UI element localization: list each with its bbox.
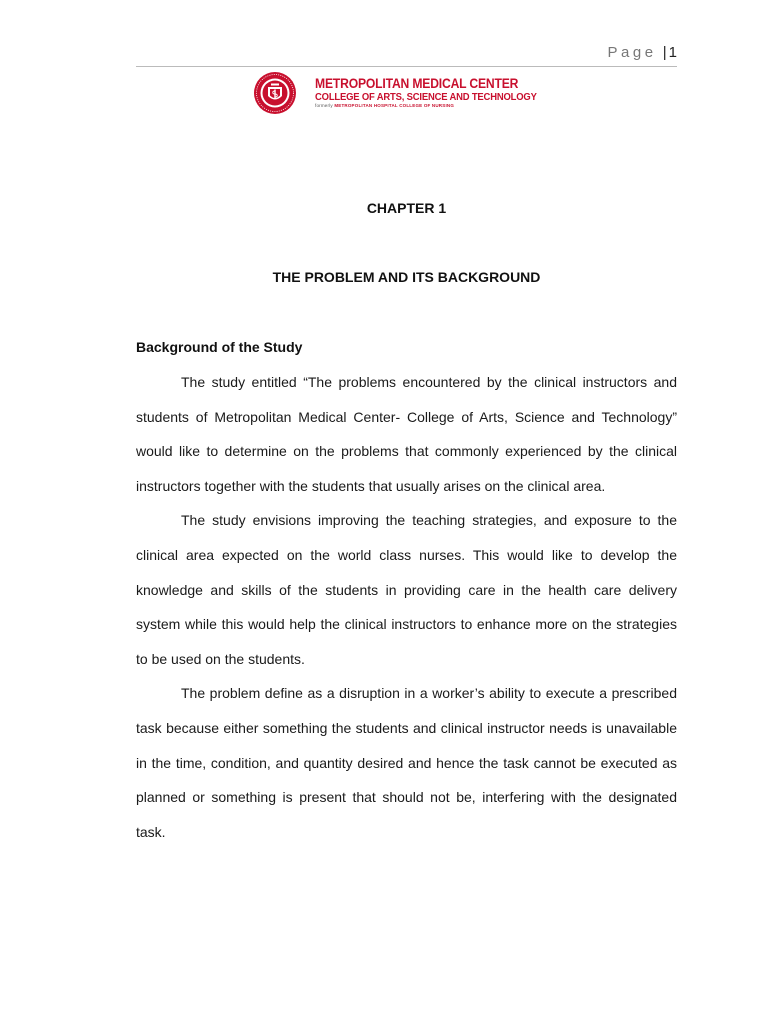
logo-subtitle: COLLEGE OF ARTS, SCIENCE AND TECHNOLOGY	[315, 90, 537, 103]
paragraph: The study envisions improving the teaching strategies, and exposure to the clinical area expected on the world class nurses. This would like to develop the knowledge and skills of the students in providing care in the health care delivery system while this would help the clinical instructors to enhance more on the strategies to be used on the students.	[136, 512, 677, 667]
section-heading: Background of the Study	[136, 339, 303, 355]
logo-former-name	[315, 104, 561, 109]
seal-icon	[253, 71, 297, 115]
institution-logo	[253, 71, 561, 115]
logo-former-prefix: formerly	[315, 103, 333, 109]
page-label: Page	[607, 44, 657, 61]
page-header	[136, 44, 677, 67]
page-separator: |	[662, 44, 667, 61]
page-number: 1	[668, 44, 677, 61]
logo-title: METROPOLITAN MEDICAL CENTER	[315, 76, 519, 92]
logo-former-text: METROPOLITAN HOSPITAL COLLEGE OF NURSING	[334, 103, 455, 109]
paragraph: The study entitled “The problems encountered by the clinical instructors and students of Metropolitan Medical Center- College of Arts, Science and Technology” would like to determine on the problems that commonly experienced by the clinical instructors together with the students that usually arises on the clinical area.	[136, 374, 677, 494]
paragraph: The problem define as a disruption in a worker’s ability to execute a prescribed task because either something the students and clinical instructor needs is unavailable in the time, condition, and quantity desired and hence the task cannot be executed as planned or something is present that should not be, interfering with the designated task.	[136, 685, 677, 840]
chapter-title: THE PROBLEM AND ITS BACKGROUND	[272, 269, 541, 285]
chapter-heading: CHAPTER 1	[366, 200, 447, 216]
body-text	[136, 365, 677, 849]
